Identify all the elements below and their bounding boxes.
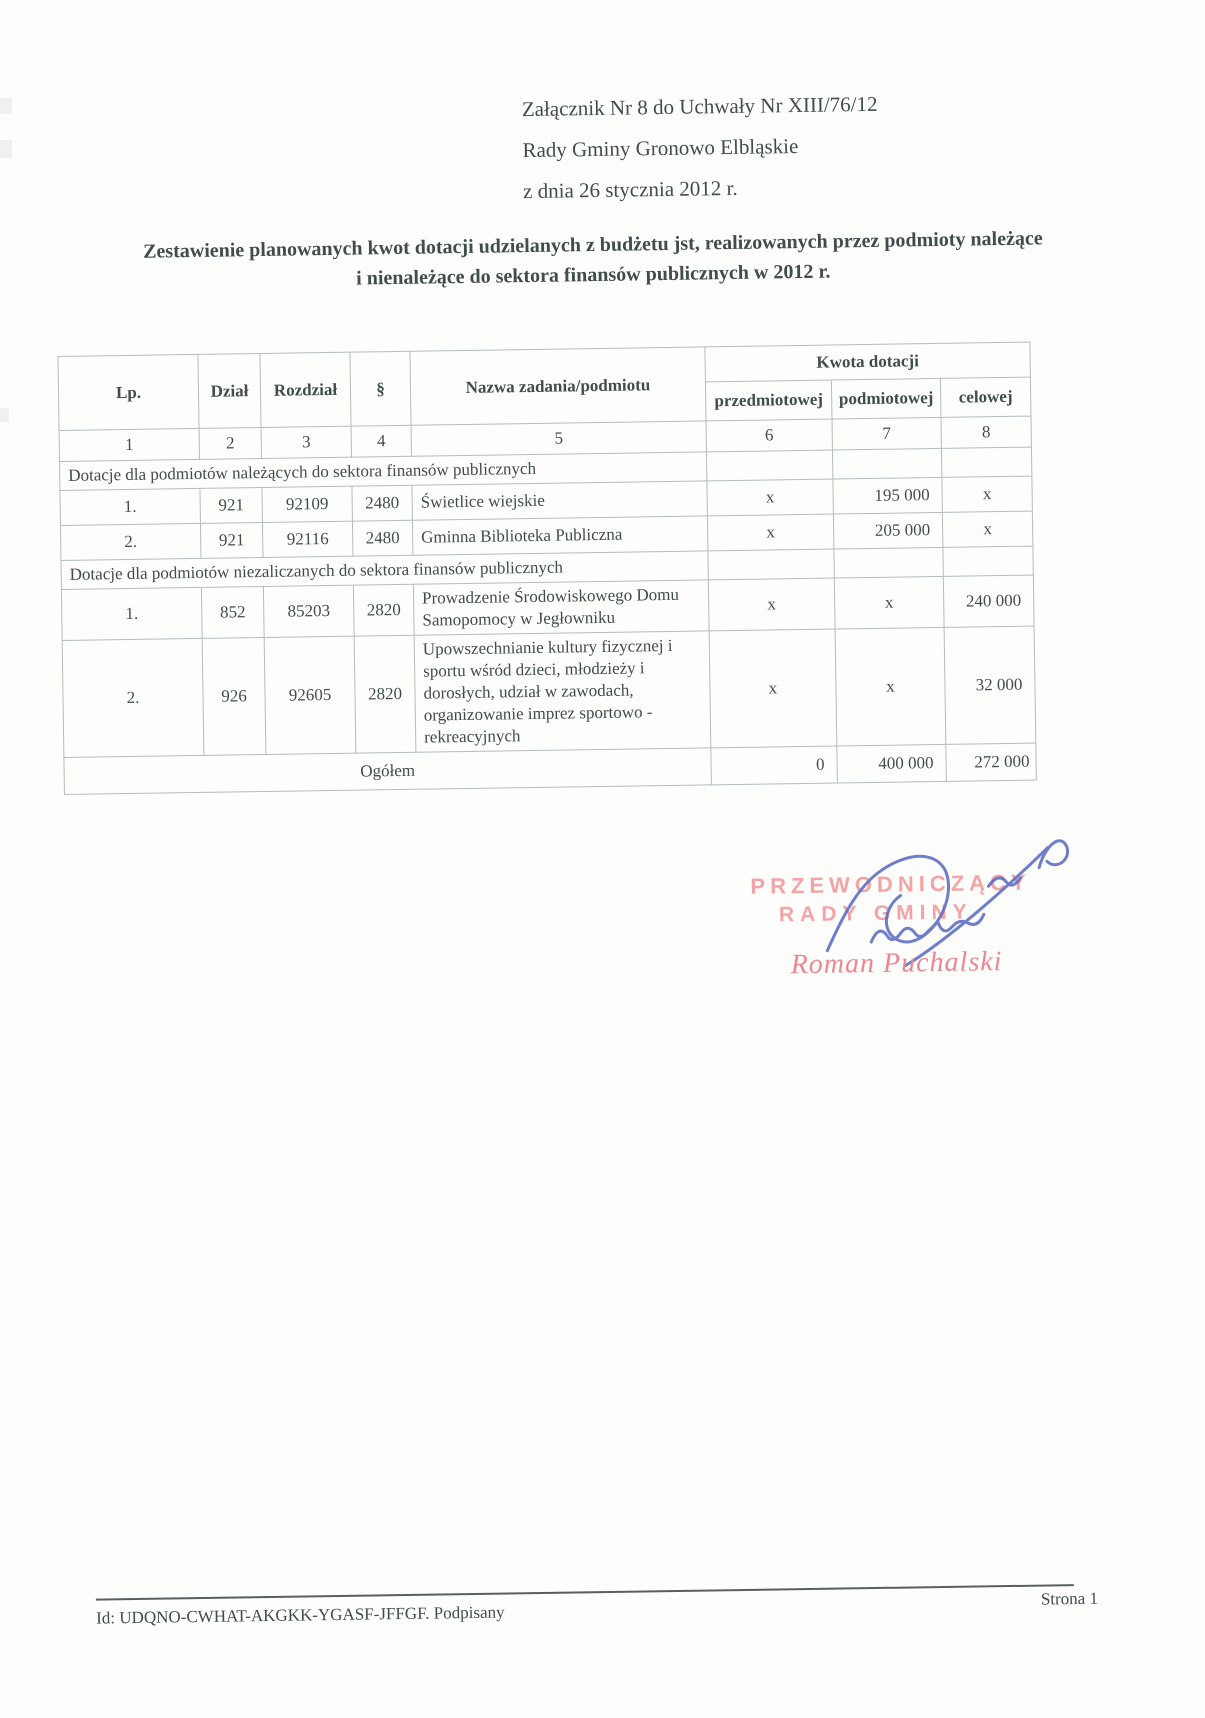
- grants-table: [57, 342, 1036, 795]
- cell-lp: 1.: [61, 587, 202, 640]
- empty-cell: [943, 546, 1033, 576]
- cell-rozdzial: 85203: [263, 585, 354, 637]
- footer-divider: [96, 1584, 1074, 1601]
- chairman-name: Roman Puchalski: [790, 946, 1003, 981]
- cell-lp: 1.: [60, 488, 201, 525]
- empty-cell: [832, 448, 941, 479]
- cell-paragraf: 2820: [353, 584, 414, 636]
- cell-nazwa: Prowadzenie Środowiskowego Domu Samopomocy w Jegłowniku: [413, 580, 709, 635]
- cell-paragraf: 2820: [354, 635, 416, 753]
- document-id-line: Id: UDQNO-CWHAT-AKGKK-YGASF-JFFGF. Podpisany: [96, 1602, 505, 1628]
- col-header-rozdzial: Rozdział: [260, 352, 351, 427]
- attachment-header: [522, 84, 880, 212]
- cell-nazwa: Upowszechnianie kultury fizycznej i sportu wśród dzieci, młodzieży i dorosłych, udział w zawodach, organizowanie imprez sportowo - rekreacyjnych: [414, 631, 711, 752]
- cell-podmiotowa: 205 000: [833, 512, 943, 549]
- col-number: 6: [706, 419, 832, 452]
- cell-lp: 2.: [62, 638, 204, 757]
- cell-podmiotowa: 195 000: [833, 477, 943, 514]
- empty-cell: [834, 547, 943, 578]
- attachment-ref-line: Załącznik Nr 8 do Uchwały Nr XIII/76/12: [521, 91, 878, 122]
- cell-rozdzial: 92116: [262, 521, 353, 557]
- cell-celowa: x: [942, 476, 1033, 512]
- cell-dzial: 921: [200, 488, 263, 524]
- col-header-nazwa: Nazwa zadania/podmiotu: [410, 347, 706, 425]
- col-header-lp: Lp.: [58, 354, 199, 430]
- col-number: 1: [59, 428, 199, 461]
- cell-celowa: 240 000: [943, 575, 1034, 627]
- section1-title: Dotacje dla podmiotów należących do sektora finansów publicznych: [60, 452, 707, 491]
- cell-nazwa: Gminna Biblioteka Publiczna: [412, 516, 707, 555]
- date-line: z dnia 26 stycznia 2012 r.: [522, 175, 738, 204]
- cell-paragraf: 2480: [352, 485, 413, 521]
- cell-przedmiotowa: x: [707, 479, 834, 516]
- cell-celowa: x: [942, 511, 1033, 547]
- total-celowa: 272 000: [946, 743, 1037, 781]
- cell-dzial: 852: [201, 586, 264, 638]
- col-header-celowej: celowej: [940, 377, 1031, 417]
- cell-dzial: 926: [202, 637, 266, 755]
- title-line-2: i nienależące do sektora finansów publicznych w 2012 r.: [356, 260, 831, 290]
- col-header-paragraf: §: [350, 351, 411, 426]
- col-number: 8: [941, 416, 1031, 448]
- section2-title: Dotacje dla podmiotów niezaliczanych do sektora finansów publicznych: [61, 551, 708, 590]
- col-number: 3: [261, 426, 351, 458]
- cell-dzial: 921: [200, 522, 263, 558]
- cell-podmiotowa: x: [834, 576, 944, 629]
- cell-paragraf: 2480: [352, 520, 413, 556]
- col-header-dzial: Dział: [198, 354, 261, 429]
- col-header-przedmiotowej: przedmiotowej: [705, 380, 832, 421]
- cell-lp: 2.: [60, 523, 201, 560]
- col-number: 7: [832, 417, 941, 450]
- cell-celowa: 32 000: [944, 626, 1036, 744]
- cell-przedmiotowa: x: [707, 514, 834, 551]
- chairman-stamp-line2: RADY GMINY: [778, 900, 973, 927]
- cell-podmiotowa: x: [835, 627, 946, 746]
- cell-rozdzial: 92109: [262, 486, 353, 522]
- empty-cell: [941, 447, 1031, 477]
- total-podmiotowa: 400 000: [837, 744, 947, 783]
- cell-przedmiotowa: x: [708, 578, 835, 631]
- cell-nazwa: Świetlice wiejskie: [412, 481, 707, 520]
- cell-rozdzial: 92605: [264, 636, 356, 754]
- empty-cell: [706, 450, 832, 481]
- total-przedmiotowa: 0: [711, 746, 838, 785]
- col-number: 4: [351, 425, 411, 457]
- col-number: 2: [199, 428, 261, 460]
- col-number: 5: [411, 421, 706, 456]
- title-line-1: Zestawienie planowanych kwot dotacji udzielanych z budżetu jst, realizowanych przez podmioty należące: [142, 227, 1043, 263]
- empty-cell: [708, 549, 834, 580]
- total-label: Ogółem: [64, 748, 711, 795]
- document-title: [39, 222, 1148, 298]
- col-header-podmiotowej: podmiotowej: [831, 378, 941, 419]
- council-name-line: Rady Gminy Gronowo Elbląskie: [522, 134, 799, 163]
- col-header-kwota-dotacji: Kwota dotacji: [705, 342, 1030, 382]
- cell-przedmiotowa: x: [709, 629, 837, 748]
- chairman-stamp-line1: PRZEWODNICZĄCY: [750, 869, 1031, 899]
- page-number: Strona 1: [1040, 1588, 1099, 1609]
- table-row: [62, 626, 1036, 757]
